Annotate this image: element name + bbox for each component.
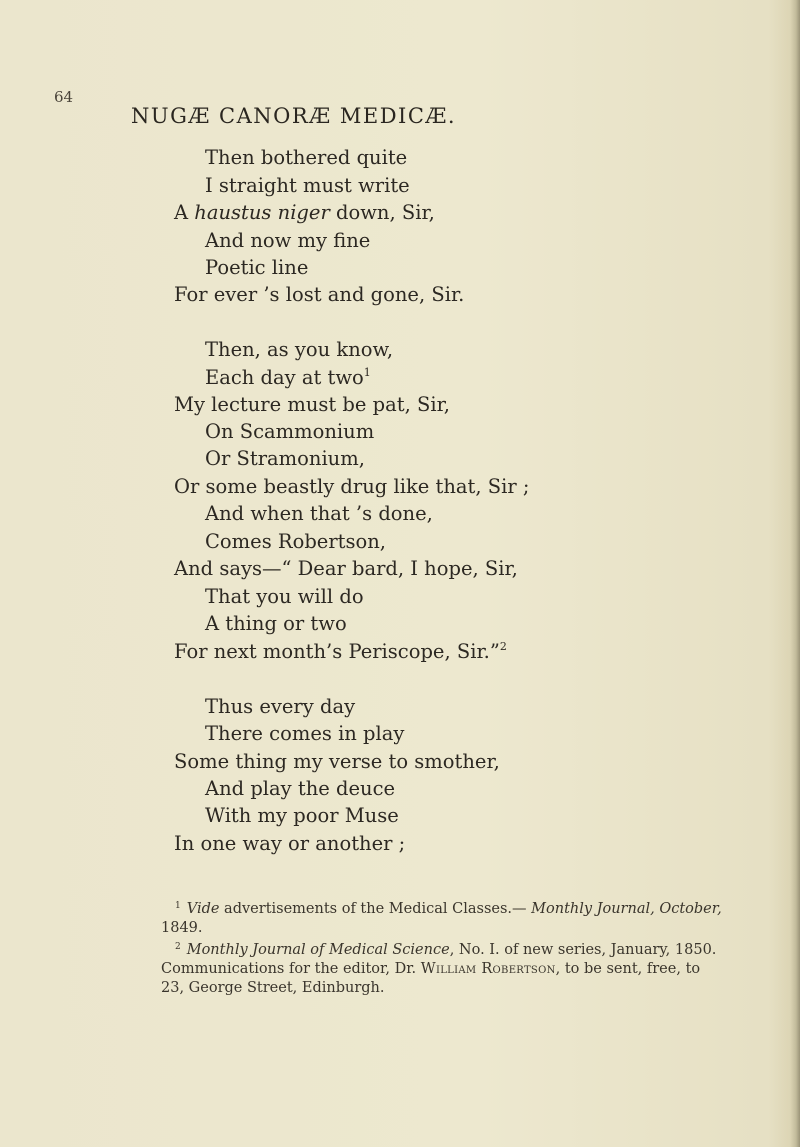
poem-line: Each day at two$^1$ <box>205 366 371 389</box>
poem-line: For next month’s Periscope, Sir.”$^2$ <box>174 640 507 663</box>
footnote-2: $^2$ Monthly Journal of Medical Science, No. I. of new series, January, 1850. <box>175 942 717 958</box>
poem-line: And now my fine <box>205 229 371 252</box>
page-number: 64 <box>54 88 74 106</box>
poem-line: A haustus niger down, Sir, <box>174 201 435 224</box>
footnote-1-cont: 1849. <box>161 920 203 936</box>
poem-line: Comes Robertson, <box>205 530 387 553</box>
poem-line: With my poor Muse <box>205 804 399 827</box>
poem-line: On Scammonium <box>205 420 375 443</box>
footnote-ref: 2 <box>499 640 507 653</box>
poem-line: Then, as you know, <box>205 338 394 361</box>
poem-line: And when that ’s done, <box>205 502 433 525</box>
latin-phrase: haustus niger <box>194 201 330 224</box>
running-head: NUGÆ CANORÆ MEDICÆ. <box>131 104 457 128</box>
footnotes <box>161 897 722 998</box>
poem-line: Or some beastly drug like that, Sir ; <box>174 475 530 498</box>
poem-line: There comes in play <box>205 722 405 745</box>
page-edge-shadow <box>790 0 800 1147</box>
poem-line: Poetic line <box>205 256 309 279</box>
poem-line: Some thing my verse to smother, <box>174 750 500 773</box>
poem-line: And play the deuce <box>205 777 396 800</box>
footnote-2-cont: 23, George Street, Edinburgh. <box>161 980 385 996</box>
poem-line: In one way or another ; <box>174 832 406 855</box>
poem-line: That you will do <box>205 585 364 608</box>
poem-line: Or Stramonium, <box>205 447 365 470</box>
poem-line: For ever ’s lost and gone, Sir. <box>174 283 465 306</box>
poem-line: A thing or two <box>205 612 347 635</box>
poem-line: Then bothered quite <box>205 146 408 169</box>
footnote-1: $^1$ Vide advertisements of the Medical Classes.— Monthly Journal, October, <box>175 901 722 917</box>
poem-line: And says—“ Dear bard, I hope, Sir, <box>174 557 518 580</box>
poem-line: Thus every day <box>205 695 356 718</box>
poem-line: My lecture must be pat, Sir, <box>174 393 450 416</box>
poem-line: I straight must write <box>205 174 410 197</box>
footnote-2-cont: Communications for the editor, Dr. William Robertson, to be sent, free, to <box>161 961 701 977</box>
footnote-ref: 1 <box>363 366 371 379</box>
